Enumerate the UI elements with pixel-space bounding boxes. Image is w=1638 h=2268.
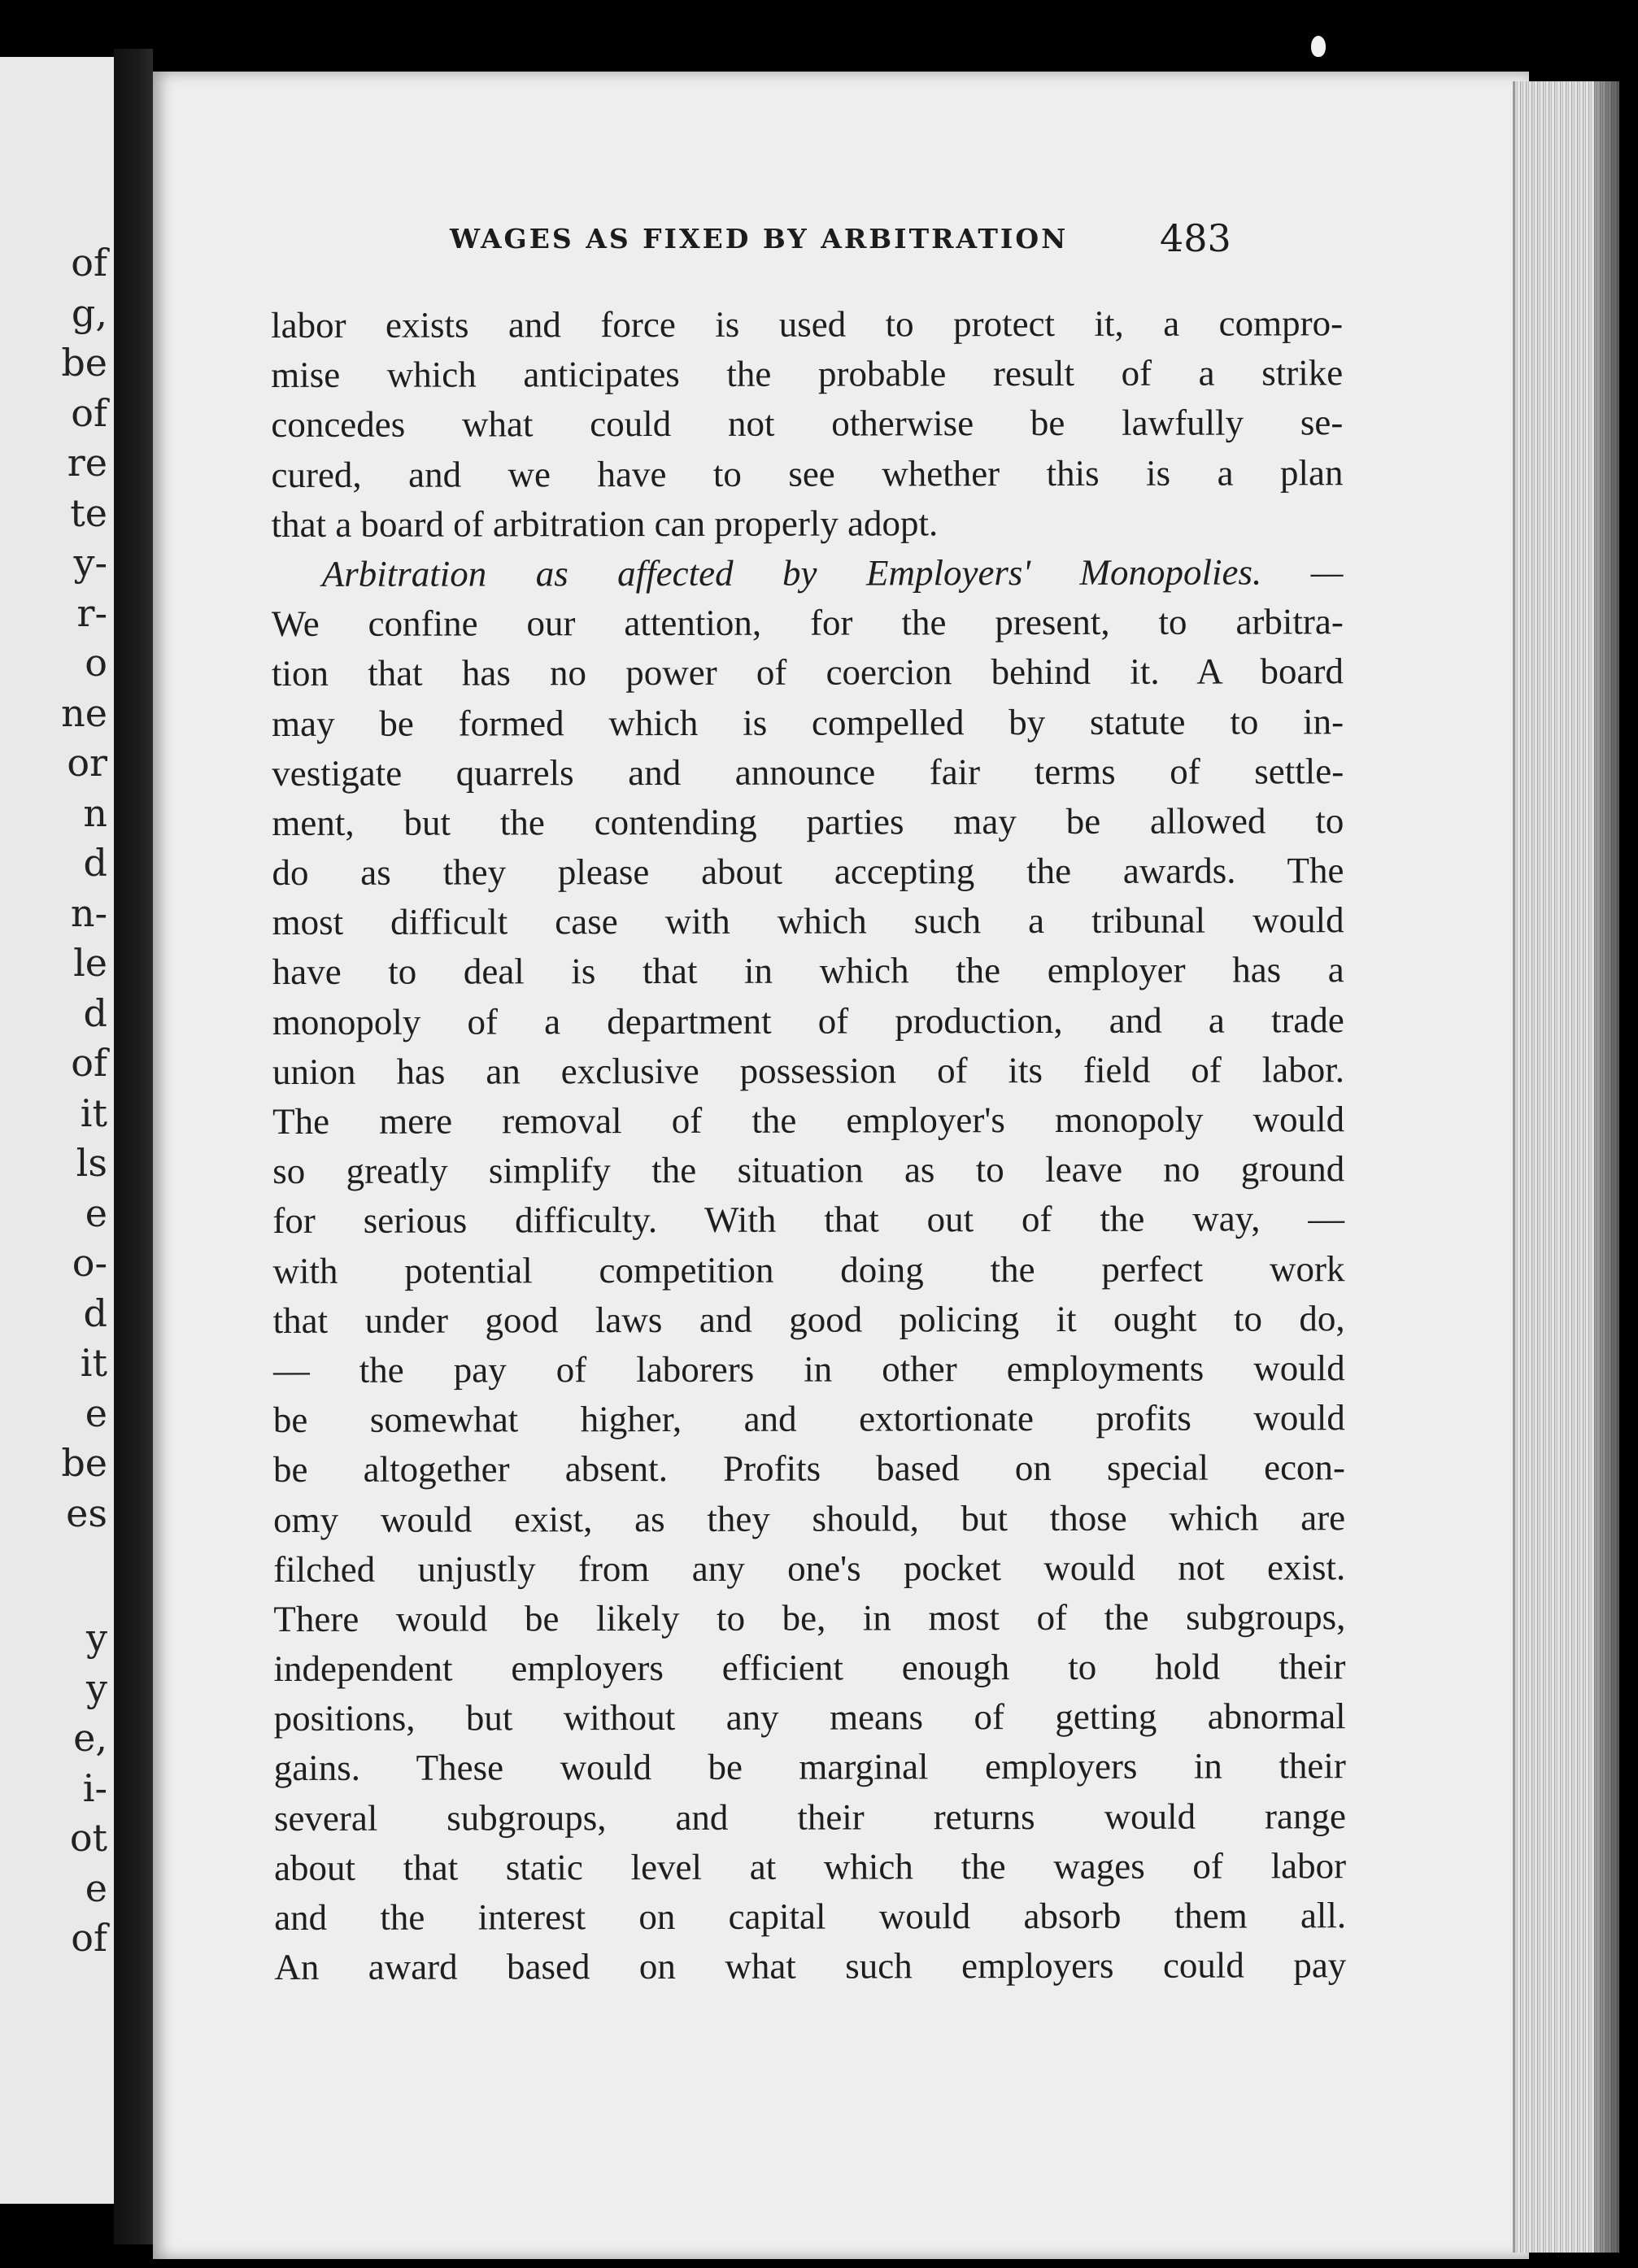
text-line: There would be likely to be, in most of the subgroups, — [273, 1596, 1346, 1639]
section-heading — [272, 547, 1344, 599]
facing-page-fragment: of — [71, 1916, 107, 1960]
facing-page-fragment: be — [61, 1441, 107, 1485]
book-gutter — [114, 49, 153, 2244]
facing-page-fragment: d — [83, 1291, 107, 1335]
facing-page-fragment: e — [85, 1191, 107, 1235]
text-line: union has an exclusive possession of its field of labor. — [272, 1049, 1345, 1092]
text-line: most difficult case with which such a tribunal would — [272, 899, 1344, 943]
running-title: WAGES AS FIXED BY ARBITRATION — [450, 223, 1069, 255]
text-line: about that static level at which the wages of labor — [273, 1845, 1347, 1888]
text-line: that a board of arbitration can properly adopt. — [271, 503, 939, 545]
body-text — [271, 298, 1346, 1992]
facing-page-fragment: of — [71, 241, 107, 285]
facing-page-fragment: of — [71, 1041, 107, 1085]
text-line: An award based on what such employers could pay — [274, 1944, 1347, 1988]
text-line: concedes what could not otherwise be lawfully se- — [271, 402, 1344, 446]
page-number: 483 — [1160, 216, 1231, 260]
text-line: tion that has no power of coercion behind it. A board — [271, 651, 1344, 694]
facing-page-fragment: it — [80, 1341, 107, 1385]
text-line: may be formed which is compelled by statute to in- — [272, 700, 1344, 744]
facing-page-fragment: ot — [69, 1816, 107, 1860]
facing-page-fragment: e — [85, 1865, 107, 1910]
facing-page-fragment: ne — [61, 690, 107, 735]
text-line: monopoly of a department of production, and a trade — [272, 999, 1344, 1043]
text-line: filched unjustly from any one's pocket would not exist. — [273, 1546, 1346, 1590]
section-heading-text: Arbitration as affected by Employers' Monopolies. — — [321, 551, 1344, 594]
text-line: do as they please about accepting the awards. The — [272, 850, 1344, 894]
facing-page-fragment: y- — [73, 541, 107, 585]
facing-page-fragment: i- — [82, 1765, 107, 1810]
text-line: with potential competition doing the perfect work — [272, 1247, 1345, 1291]
facing-page-fragment: o- — [72, 1241, 107, 1285]
text-line: labor exists and force is used to protect it, a compro- — [271, 303, 1344, 346]
facing-page-fragment: e — [85, 1391, 107, 1435]
facing-page-fragment: y — [86, 1665, 107, 1710]
facing-page-fragment: e, — [73, 1716, 107, 1760]
text-line: vestigate quarrels and announce fair terms of settle- — [272, 750, 1344, 794]
text-line: The mere removal of the employer's monopoly would — [272, 1099, 1345, 1142]
facing-page-fragment: d — [83, 841, 107, 885]
facing-page-fragment: or — [67, 741, 107, 785]
text-line: ment, but the contending parties may be allowed to — [272, 800, 1344, 843]
facing-page-fragment: n — [83, 790, 107, 835]
facing-page-fragment: d — [83, 990, 107, 1035]
facing-page-fragment: it — [80, 1090, 107, 1135]
text-line: We confine our attention, for the present, to arbitra- — [271, 601, 1344, 645]
facing-page-fragment: n- — [70, 890, 107, 935]
fore-edge-shadow — [1594, 81, 1638, 2253]
text-line: — the pay of laborers in other employments would — [272, 1347, 1345, 1391]
facing-page-fragment: g, — [71, 290, 107, 335]
text-line: for serious difficulty. With that out of the way, — — [272, 1198, 1345, 1242]
book-page — [153, 72, 1529, 2259]
text-line: be somewhat higher, and extortionate profits would — [272, 1397, 1345, 1441]
text-line: that under good laws and good policing it ought to do, — [272, 1297, 1345, 1341]
text-line: cured, and we have to see whether this is a plan — [271, 451, 1344, 495]
text-line: so greatly simplify the situation as to leave no ground — [272, 1148, 1345, 1192]
text-line: mise which anticipates the probable result of a strike — [271, 352, 1344, 396]
text-line: positions, but without any means of getting abnormal — [273, 1696, 1346, 1739]
facing-page-fragment: te — [70, 490, 107, 535]
facing-page-fragment: r- — [76, 590, 107, 635]
text-line: gains. These would be marginal employers in their — [273, 1745, 1346, 1789]
facing-page-fragment: ls — [76, 1141, 107, 1185]
facing-page-fragment: re — [67, 441, 107, 485]
facing-page-fragment: y — [86, 1616, 107, 1660]
facing-page-fragment: be — [61, 341, 107, 385]
text-line: independent employers efficient enough to hold their — [273, 1646, 1346, 1690]
text-line: and the interest on capital would absorb them all. — [274, 1895, 1347, 1938]
scan-speck — [1311, 36, 1326, 57]
facing-page-fragment: o — [85, 641, 107, 685]
facing-page-edge — [0, 57, 117, 2204]
facing-page-fragment: le — [73, 941, 107, 985]
facing-page-fragment: es — [66, 1491, 107, 1535]
text-line: several subgroups, and their returns would range — [273, 1795, 1346, 1839]
running-head — [153, 216, 1529, 272]
text-line: omy would exist, as they should, but those which are — [273, 1496, 1346, 1540]
text-line: be altogether absent. Profits based on special econ- — [272, 1447, 1346, 1491]
facing-page-fragment: of — [71, 390, 107, 435]
text-line: have to deal is that in which the employer has a — [272, 949, 1344, 993]
